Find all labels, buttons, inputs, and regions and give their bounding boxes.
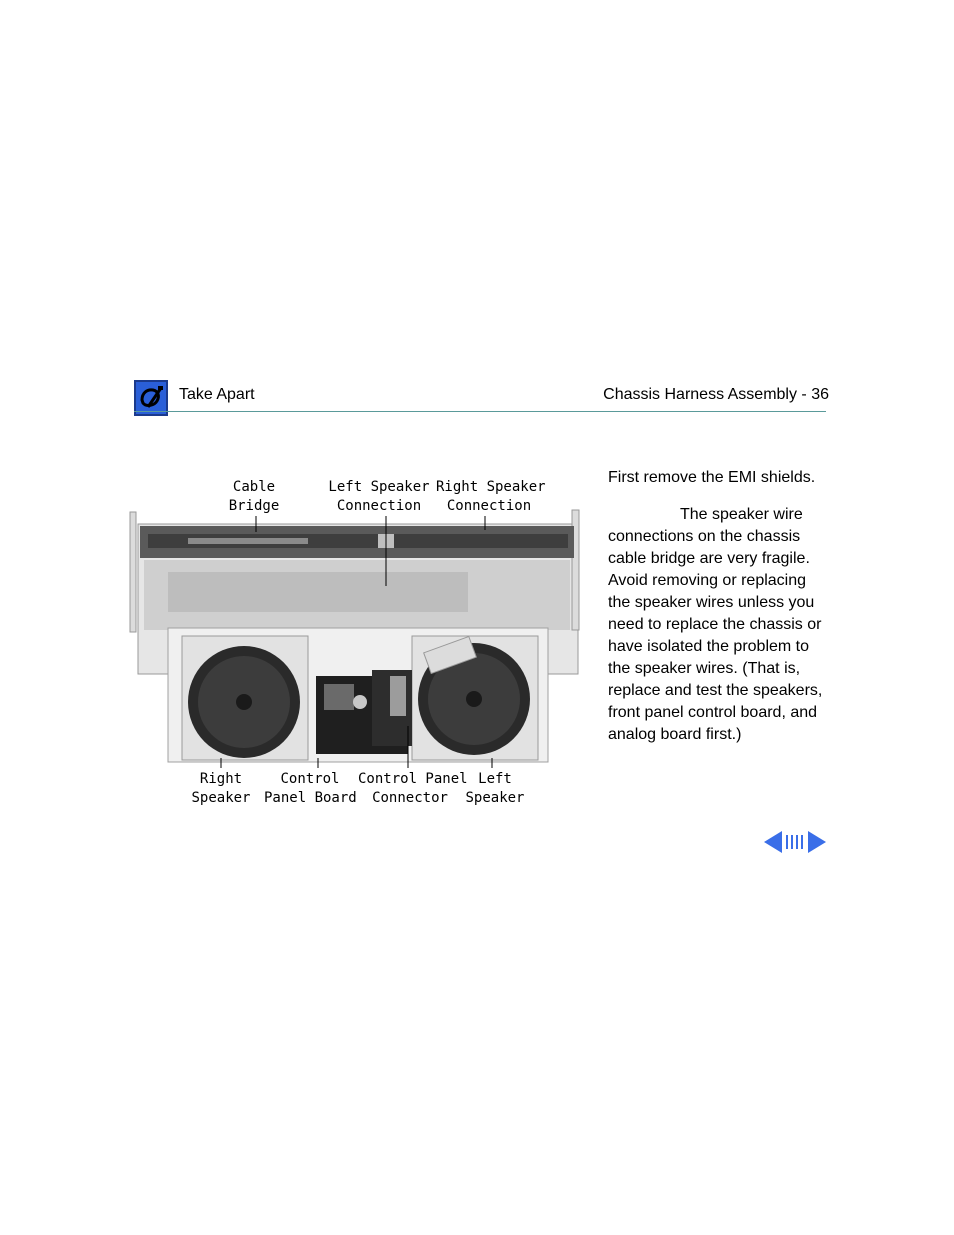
instruction-paragraph-1: First remove the EMI shields. [608, 469, 816, 486]
arrow-left-icon[interactable] [764, 831, 782, 853]
instructions [608, 467, 828, 761]
label-cable-bridge: Cable Bridge [228, 479, 280, 514]
label-control-panel-board: Control Panel Board [264, 771, 357, 806]
caution-text: The speaker wire connections on the chassis cable bridge are very fragile. Avoid removing or replacing the speaker wires unless you need to replace the chassis or have isolated the problem to the speaker wires. (That is, replace and test the speakers, front panel control board, and analog board first.) [608, 506, 823, 743]
label-control-panel-connector: Control Panel Connector [358, 771, 468, 806]
label-left-speaker: Left Speaker [465, 771, 525, 806]
instruction-paragraph-2 [608, 504, 828, 746]
page-navigation [764, 830, 826, 854]
label-right-speaker: Right Speaker [191, 771, 251, 806]
label-left-speaker-connection: Left Speaker Connection [328, 479, 430, 514]
section-title: Take Apart [179, 386, 255, 403]
header-divider [134, 411, 826, 412]
label-right-speaker-connection: Right Speaker Connection [436, 479, 546, 514]
chassis-illustration [128, 476, 586, 810]
arrow-right-icon[interactable] [808, 831, 826, 853]
page-index-icon[interactable] [786, 835, 803, 849]
chassis-figure [128, 476, 586, 810]
page-header [134, 380, 829, 412]
page-title: Chassis Harness Assembly - 36 [603, 386, 829, 403]
